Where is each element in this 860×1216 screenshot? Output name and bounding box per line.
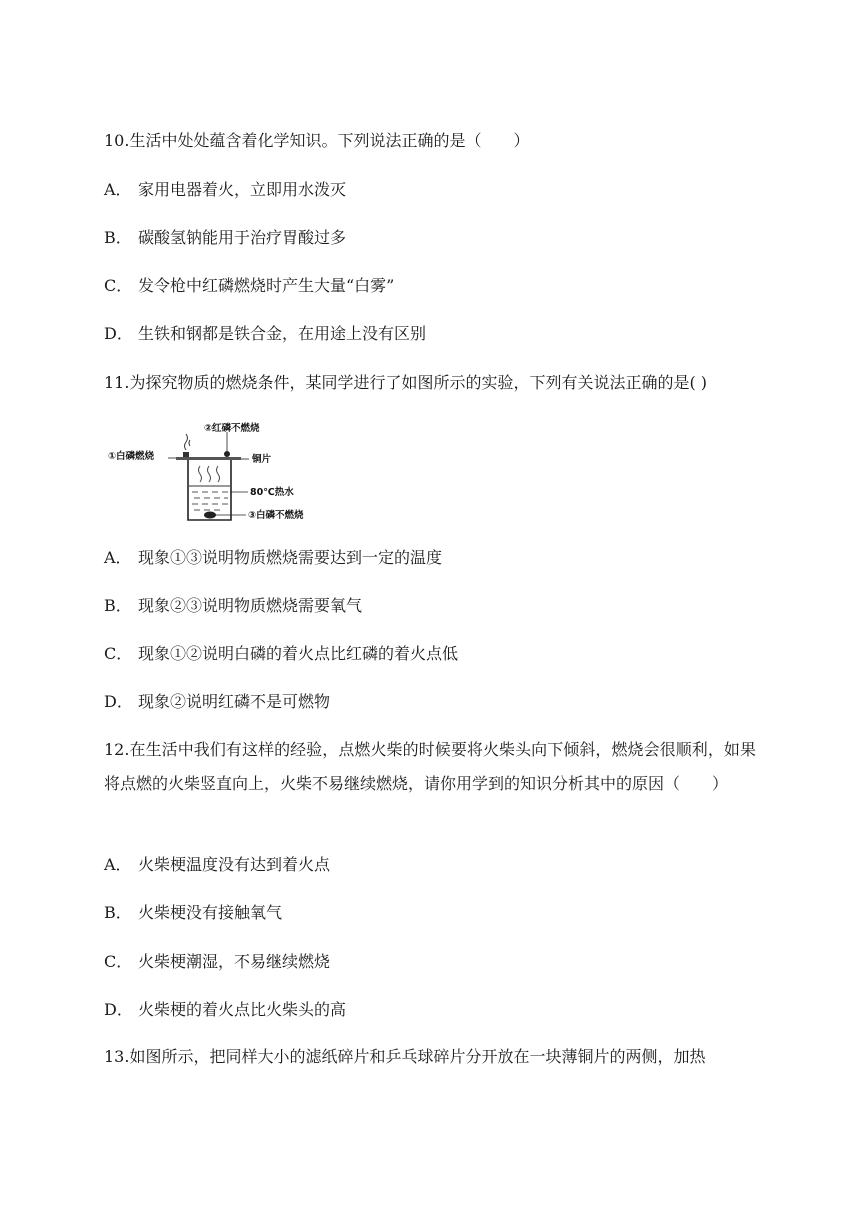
label-hot-water: 80℃热水 (250, 487, 294, 498)
question-10-option-a: A． 家用电器着火，立即用水泼灭 (104, 180, 347, 199)
label-white-phosphorus-not-burning: ③白磷不燃烧 (248, 510, 304, 521)
label-red-phosphorus: ②红磷不燃烧 (204, 423, 260, 434)
white-phosphorus-underwater (204, 512, 216, 519)
smoke-icon (185, 434, 188, 450)
question-11-option-b: B． 现象②③说明物质燃烧需要氧气 (104, 596, 363, 615)
question-12-option-d: D． 火柴梗的着火点比火柴头的高 (104, 1000, 347, 1019)
question-11-option-c: C． 现象①②说明白磷的着火点比红磷的着火点低 (104, 644, 459, 663)
question-12-stem: 12.在生活中我们有这样的经验，点燃火柴的时候要将火柴头向下倾斜，燃烧会很顺利，如果将点燃的火柴竖直向上，火柴不易继续燃烧，请你用学到的知识分析其中的原因（ ） (104, 740, 756, 793)
label-copper-sheet: 铜片 (252, 454, 272, 465)
copper-sheet (176, 457, 241, 460)
question-10-option-b: B． 碳酸氢钠能用于治疗胃酸过多 (104, 228, 347, 247)
question-11-option-d: D． 现象②说明红磷不是可燃物 (104, 692, 331, 711)
hot-water (192, 492, 228, 510)
question-12-option-c: C． 火柴梗潮湿，不易继续燃烧 (104, 952, 331, 971)
red-phosphorus (224, 451, 230, 457)
question-13-stem: 13.如图所示，把同样大小的滤纸碎片和乒乓球碎片分开放在一块薄铜片的两侧，加热 (104, 1047, 706, 1066)
question-12-option-b: B． 火柴梗没有接触氧气 (104, 903, 283, 922)
question-11-stem: 11.为探究物质的燃烧条件，某同学进行了如图所示的实验，下列有关说法正确的是( ) (104, 373, 708, 392)
question-11-option-a: A． 现象①③说明物质燃烧需要达到一定的温度 (104, 548, 443, 567)
white-phosphorus-left (183, 452, 189, 457)
question-10-stem: 10.生活中处处蕴含着化学知识。下列说法正确的是（ ） (104, 131, 530, 150)
label-white-phosphorus-burning: ①白磷燃烧 (108, 451, 155, 462)
question-10-option-c: C． 发令枪中红磷燃烧时产生大量“白雾” (104, 276, 395, 295)
beaker (188, 460, 231, 520)
question-12-option-a: A． 火柴梗温度没有达到着火点 (104, 855, 331, 874)
combustion-experiment-figure (106, 416, 346, 528)
question-10-option-d: D． 生铁和钢都是铁合金，在用途上没有区别 (104, 324, 427, 343)
